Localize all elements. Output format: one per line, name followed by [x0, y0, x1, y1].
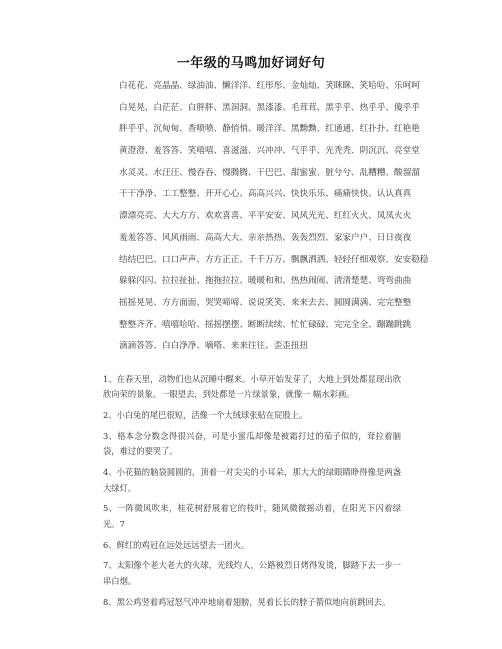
word-line: 水灵灵、水汪汪、慢吞吞、慢腾腾、干巴巴、甜蜜蜜、脏兮兮、乱糟糟、酸溜溜 [119, 167, 420, 178]
word-line: 躲躲闪闪、拉拉扯扯、拖拖拉拉、暖暖和和、热热闹闹、清清楚楚、弯弯曲曲 [119, 276, 412, 287]
word-line: 摇摇晃晃、方方面面、哭哭啼啼、说说笑笑、来来去去、圆圆满满、完完整整 [119, 297, 412, 308]
word-line: 干干净净、工工整整、开开心心、高高兴兴、快快乐乐、痛痛快快、认认真真 [119, 189, 412, 200]
sentence-item: 7、太阳像个老大老大的火球，光线灼人，公路被烈日烤得发烫，脚踏下去一步一串白烟。 [103, 560, 401, 586]
word-line: 滴滴答答、白白净净、嘀嗒、来来往往、歪歪扭扭 [119, 341, 309, 352]
word-line: 白花花、亮晶晶、绿油油、懒洋洋、红彤彤、金灿灿、笑眯眯、笑哈哈、乐呵呵 [119, 81, 420, 91]
sentence-item: 6、鲜红的鸡冠在远处远远望去一团火。 [103, 539, 250, 550]
word-line: 整整齐齐、嘻嘻哈哈、摇摇摆摆、断断续续、忙忙碌碌、完完全全、蹦蹦跳跳 [119, 319, 412, 330]
word-line: 漂漂亮亮、大大方方、欢欢喜喜、平平安安、风风光光、红红火火、凤凤火火 [119, 211, 412, 222]
word-line: 黄澄澄、羞答答、笑嘻嘻、喜滋滋、兴冲冲、气乎乎、光秃秃、阴沉沉、亮堂堂 [119, 146, 420, 157]
document-title: 一年级的马鸣加好词好句 [176, 56, 326, 71]
word-line: 结结巴巴、口口声声、方方正正、千千万万、飘飘洒洒、轻轻仔细观察、安安稳稳 [119, 254, 429, 265]
word-line: 羞羞答答、风风雨雨、高高大大、亲亲热热、轰轰烈烈、家家户户、日日夜夜 [119, 232, 412, 243]
word-line: 胖乎乎、沉甸甸、香喷喷、静悄悄、暖洋洋、黑黝黝、红通通、红扑扑、红艳艳 [119, 124, 420, 135]
sentence-item: 5、一阵微风吹来，桂花树舒展着它的枝叶，随风微微摇动着，在阳光下闪着绿光。7 [103, 503, 401, 529]
sentence-list [103, 372, 401, 615]
word-list [119, 76, 479, 358]
sentence-item: 8、黑公鸡竖着鸡冠怒气冲冲地扇着翅膀，晃着长长的脖子箭似地向前跳回去。 [103, 596, 391, 607]
sentence-item: 3、格本念分数念得很兴奋，可是小蜜瓜却像是被霜打过的茄子似的，耷拉着脑袋，难过的要哭了。 [103, 431, 401, 457]
word-line: 白晃晃、白茫茫、白胖胖、黑洞洞、黑漆漆、毛茸茸、黑乎乎、热乎乎、傻乎乎 [119, 102, 420, 113]
sentence-item: 1、在春天里，动物们也从沉睡中醒来。小草开始发芽了，大地上到处都显现出欣欣向荣的景象。一眼望去，到处都是一片绿景象，就像一 幅水彩画。 [103, 374, 401, 400]
sentence-item: 2、小白兔的尾巴很短，活像一个大绒球张贴在屁股上。 [103, 410, 308, 421]
sentence-item: 4、小花猫的脑袋圆圆的，顶着一对尖尖的小耳朵，那大大的绿眼睛睁得像是两盏大绿灯。 [103, 467, 401, 493]
